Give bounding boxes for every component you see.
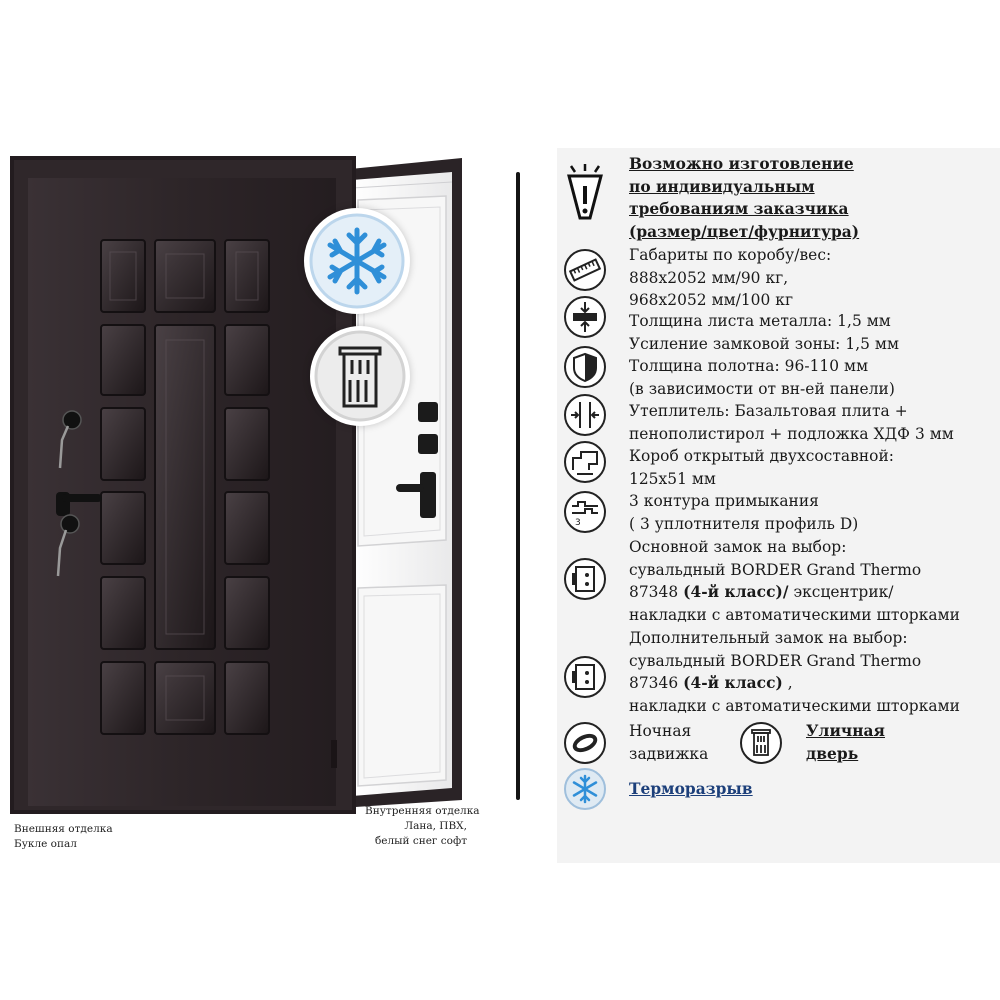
extra-lock-model: сувальдный BORDER Grand Thermo [629,651,922,670]
extra-lock-class: (4-й класс) [683,674,783,693]
exclamation-wedge-icon [563,162,607,206]
frame-profile-icon [563,440,607,484]
extra-lock-title: Дополнительный замок на выбор: [629,629,908,647]
main-lock-covers: накладки с автоматическими шторками [629,605,960,624]
night-latch-line-2: задвижка [629,744,709,763]
metal-sheet-value: Толщина листа металла: 1,5 мм [629,312,891,330]
door-illustration [0,0,520,880]
dimensions-option-1: 888х2052 мм/90 кг, [629,268,789,287]
outer-finish-caption [14,822,113,852]
seals-count: 3 контура примыкания [629,492,819,510]
main-lock-text [629,536,960,626]
inner-finish-material: Лана, ПВХ, [404,820,467,832]
seal-contours-icon [563,490,607,534]
custom-order-line-2: по индивидуальным [629,177,815,196]
insulation-line-2: пенополистирол + подложка ХДФ 3 мм [629,424,954,443]
main-lock-class-line [629,581,960,604]
extra-lock-icon [563,655,607,699]
main-lock-eccentric: эксцентрик/ [788,583,894,602]
night-latch-knob-icon [418,434,438,454]
divider [516,172,520,800]
frame-text [629,445,894,490]
extra-lock-number: 87346 [629,674,684,693]
inner-cylinder-cover-icon [418,402,438,422]
thermal-break-text [629,778,753,801]
metal-sheet-text [629,310,899,355]
night-latch-line-1: Ночная [629,722,692,740]
dimensions-title: Габариты по коробу/вес: [629,246,832,264]
extra-lock-covers: накладки с автоматическими шторками [629,696,960,715]
lower-cylinder-icon [61,515,79,533]
insulation-icon [563,393,607,437]
insulation-text [629,400,954,445]
upper-cylinder-icon [63,411,81,429]
snowflake-icon [304,208,410,314]
main-lock-model: сувальдный BORDER Grand Thermo [629,560,922,579]
outer-finish-value: Букле опал [14,838,77,850]
extra-lock-class-line [629,672,960,695]
ruler-icon [563,248,607,292]
seals-profile: ( 3 уплотнителя профиль D) [629,514,859,533]
seals-text [629,490,858,535]
street-door-badge [310,326,410,426]
inner-finish-color: белый снег софт [374,835,467,847]
main-lock-class: (4-й класс)/ [683,583,789,602]
custom-order-line-3: требованиям заказчика [629,200,849,219]
inner-handle-plate-icon [420,472,436,518]
inner-finish-caption [365,804,480,849]
street-door-line-2: дверь [806,744,859,763]
night-latch-icon [563,721,607,765]
extra-lock-comma: , [782,674,793,693]
door-icon [310,326,410,426]
custom-order-line-1: Возможно изготовление [629,155,854,173]
leaf-thickness-text [629,355,895,400]
leaf-thickness-value: Толщина полотна: 96-110 мм [629,357,869,375]
street-door-line-1: Уличная [806,722,885,740]
main-lock-title: Основной замок на выбор: [629,538,847,556]
outer-finish-title: Внешняя отделка [14,823,113,835]
thermal-break-label: Терморазрыв [629,780,753,798]
frame-size: 125х51 мм [629,469,716,488]
extra-lock-text [629,627,960,717]
metal-sheet-icon [563,295,607,339]
lock-zone-value: Усиление замковой зоны: 1,5 мм [629,334,899,353]
night-latch-text [629,720,708,765]
main-lock-icon [563,557,607,601]
main-lock-number: 87348 [629,583,684,602]
snowflake-badge [304,208,410,314]
frame-title: Короб открытый двухсоставной: [629,447,895,465]
dimensions-option-2: 968х2052 мм/100 кг [629,291,794,310]
inner-handle-icon [396,484,424,492]
inner-finish-title: Внутренняя отделка [365,805,480,817]
outer-handle-icon [62,494,102,502]
thermal-break-icon [563,767,607,811]
hinge-icon [331,740,337,768]
insulation-line-1: Утеплитель: Базальтовая плита + [629,402,908,420]
shield-icon [563,345,607,389]
street-door-text [806,720,885,765]
dimensions-text [629,244,831,312]
custom-order-line-4: (размер/цвет/фурнитура) [629,222,860,241]
custom-order-text [629,153,859,243]
street-door-icon [739,721,783,765]
leaf-thickness-note: (в зависимости от вн-ей панели) [629,379,895,398]
svg-text:3: 3 [575,518,581,528]
